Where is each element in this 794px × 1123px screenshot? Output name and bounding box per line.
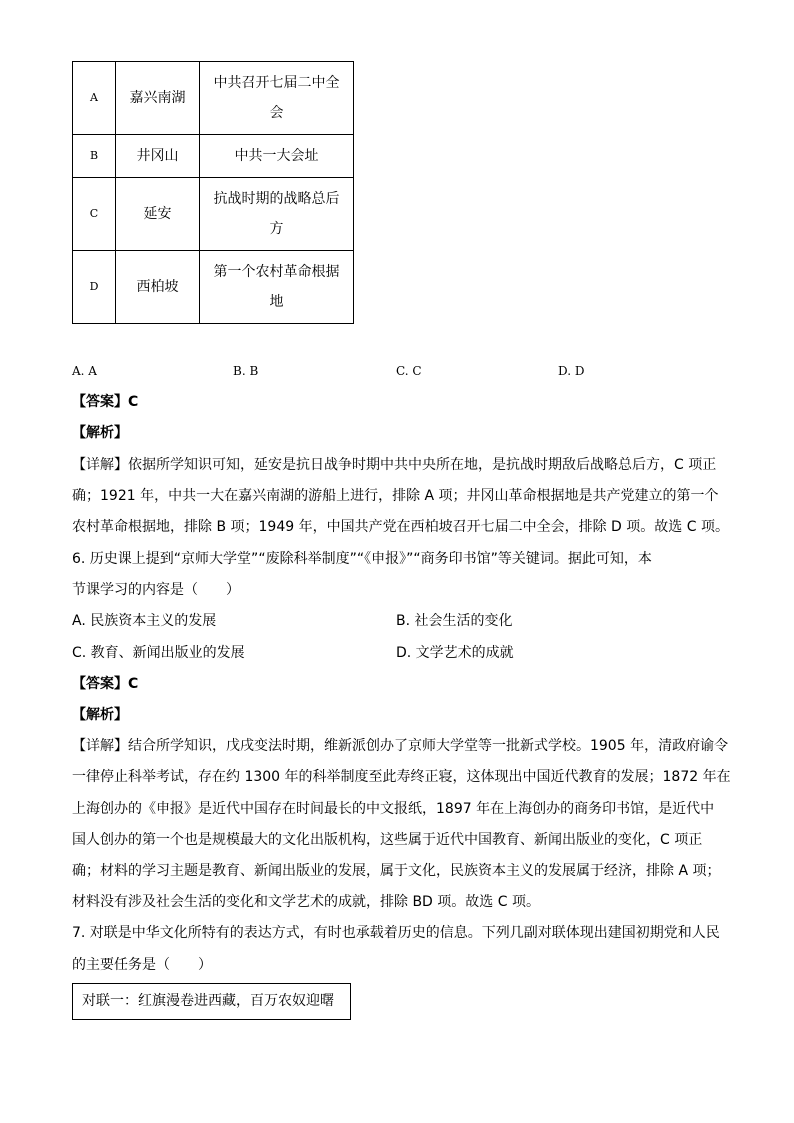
couplet-box: 对联一：红旗漫卷进西藏，百万农奴迎曙 xyxy=(72,983,351,1020)
q6-stem-line: 6. 历史课上提到“京师大学堂”“废除科举制度”“《申报》”“商务印书馆”等关键词。据此可知，本 xyxy=(72,551,652,567)
row-desc: 抗战时期的战略总后 方 xyxy=(200,178,354,251)
row-letter: D xyxy=(73,251,116,324)
table-row xyxy=(73,178,354,251)
q5-answer: 【答案】C xyxy=(72,394,139,410)
option-a: A. A xyxy=(72,364,97,378)
row-letter: B xyxy=(73,135,116,178)
q7-stem-line: 的主要任务是（ ） xyxy=(72,957,212,973)
option-c: C. 教育、新闻出版业的发展 xyxy=(72,645,245,661)
table-row xyxy=(73,62,354,135)
option-c: C. C xyxy=(396,364,422,378)
q6-detail-line: 确；材料的学习主题是教育、新闻出版业的发展，属于文化，民族资本主义的发展属于经济，排除 A 项； xyxy=(72,863,721,879)
option-b: B. 社会生活的变化 xyxy=(396,613,513,629)
q5-detail-line: 确；1921 年，中共一大在嘉兴南湖的游船上进行，排除 A 项；井冈山革命根据地是共产党建立的第一个 xyxy=(72,488,719,504)
q5-detail-line: 农村革命根据地，排除 B 项；1949 年，中国共产党在西柏坡召开七届二中全会，排除 D 项。故选 C 项。 xyxy=(72,519,729,535)
row-letter: A xyxy=(73,62,116,135)
q6-detail-line: 材料没有涉及社会生活的变化和文学艺术的成就，排除 BD 项。故选 C 项。 xyxy=(72,894,540,910)
q5-detail-line: 【详解】依据所学知识可知，延安是抗日战争时期中共中央所在地，是抗战时期敌后战略总后方，C 项正 xyxy=(72,457,717,473)
row-place: 延安 xyxy=(116,178,200,251)
row-place: 嘉兴南湖 xyxy=(116,62,200,135)
options-table xyxy=(72,61,354,324)
q6-detail-line: 【详解】结合所学知识，戊戌变法时期，维新派创办了京师大学堂等一批新式学校。1905 年，清政府谕令 xyxy=(72,738,729,754)
row-place: 西柏坡 xyxy=(116,251,200,324)
q6-answer: 【答案】C xyxy=(72,676,139,692)
row-letter: C xyxy=(73,178,116,251)
q6-stem-line: 节课学习的内容是（ ） xyxy=(72,582,240,598)
row-desc: 中共召开七届二中全 会 xyxy=(200,62,354,135)
q6-analysis-heading: 【解析】 xyxy=(72,707,128,723)
q5-analysis-heading: 【解析】 xyxy=(72,425,128,441)
table-row xyxy=(73,251,354,324)
option-b: B. B xyxy=(233,364,259,378)
option-d: D. D xyxy=(558,364,585,378)
table-row xyxy=(73,135,354,178)
q6-detail-line: 一律停止科举考试，存在约 1300 年的科举制度至此寿终正寝，这体现出中国近代教育的发展；1872 年在 xyxy=(72,769,731,785)
row-desc: 中共一大会址 xyxy=(200,135,354,178)
row-place: 井冈山 xyxy=(116,135,200,178)
row-desc: 第一个农村革命根据 地 xyxy=(200,251,354,324)
q6-detail-line: 国人创办的第一个也是规模最大的文化出版机构，这些属于近代中国教育、新闻出版业的变化，C 项正 xyxy=(72,832,703,848)
q6-detail-line: 上海创办的《申报》是近代中国存在时间最长的中文报纸，1897 年在上海创办的商务印书馆，是近代中 xyxy=(72,801,715,817)
q7-stem-line: 7. 对联是中华文化所特有的表达方式，有时也承载着历史的信息。下列几副对联体现出建国初期党和人民 xyxy=(72,925,720,941)
option-a: A. 民族资本主义的发展 xyxy=(72,613,217,629)
option-d: D. 文学艺术的成就 xyxy=(396,645,514,661)
